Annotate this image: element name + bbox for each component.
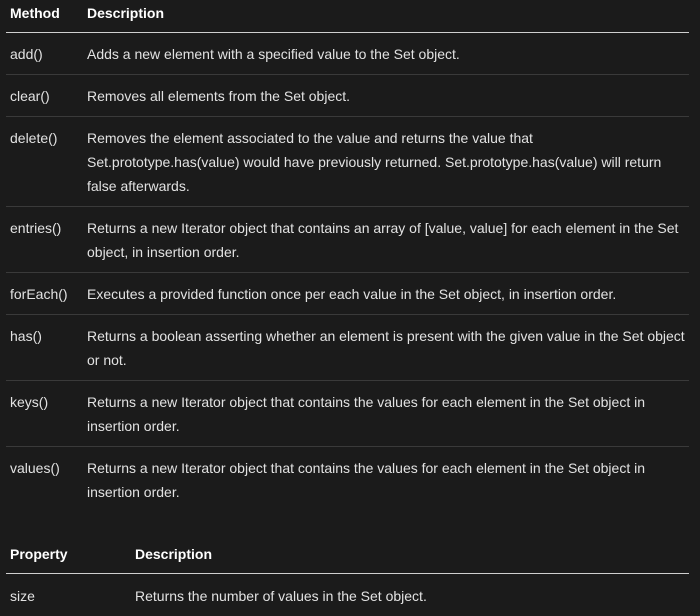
method-description: Removes all elements from the Set object. bbox=[83, 75, 689, 117]
property-description: Returns the number of values in the Set object. bbox=[131, 574, 689, 616]
method-name: delete() bbox=[6, 117, 83, 207]
properties-table bbox=[6, 537, 689, 616]
method-description: Executes a provided function once per each value in the Set object, in insertion order. bbox=[83, 273, 689, 315]
table-row bbox=[6, 574, 689, 616]
method-description: Returns a new Iterator object that contains the values for each element in the Set object in insertion order. bbox=[83, 381, 689, 447]
methods-header-description: Description bbox=[83, 0, 689, 33]
method-description: Adds a new element with a specified value to the Set object. bbox=[83, 33, 689, 75]
methods-header-method: Method bbox=[6, 0, 83, 33]
method-description: Removes the element associated to the value and returns the value that Set.prototype.has(value) would have previously returned. Set.prototype.has(value) will return false afterwards. bbox=[83, 117, 689, 207]
properties-header-description: Description bbox=[131, 537, 689, 574]
method-name: has() bbox=[6, 315, 83, 381]
property-name: size bbox=[6, 574, 131, 616]
method-name: entries() bbox=[6, 207, 83, 273]
table-row bbox=[6, 75, 689, 117]
method-name: values() bbox=[6, 447, 83, 513]
method-name: keys() bbox=[6, 381, 83, 447]
table-row bbox=[6, 315, 689, 381]
table-row bbox=[6, 447, 689, 513]
method-name: add() bbox=[6, 33, 83, 75]
methods-table bbox=[6, 0, 689, 512]
table-row bbox=[6, 117, 689, 207]
table-row bbox=[6, 33, 689, 75]
methods-header-row bbox=[6, 0, 689, 33]
table-row bbox=[6, 273, 689, 315]
method-name: forEach() bbox=[6, 273, 83, 315]
properties-header-property: Property bbox=[6, 537, 131, 574]
method-description: Returns a boolean asserting whether an element is present with the given value in the Set object or not. bbox=[83, 315, 689, 381]
method-description: Returns a new Iterator object that contains an array of [value, value] for each element in the Set object, in insertion order. bbox=[83, 207, 689, 273]
table-row bbox=[6, 207, 689, 273]
table-row bbox=[6, 381, 689, 447]
method-description: Returns a new Iterator object that contains the values for each element in the Set object in insertion order. bbox=[83, 447, 689, 513]
properties-header-row bbox=[6, 537, 689, 574]
method-name: clear() bbox=[6, 75, 83, 117]
